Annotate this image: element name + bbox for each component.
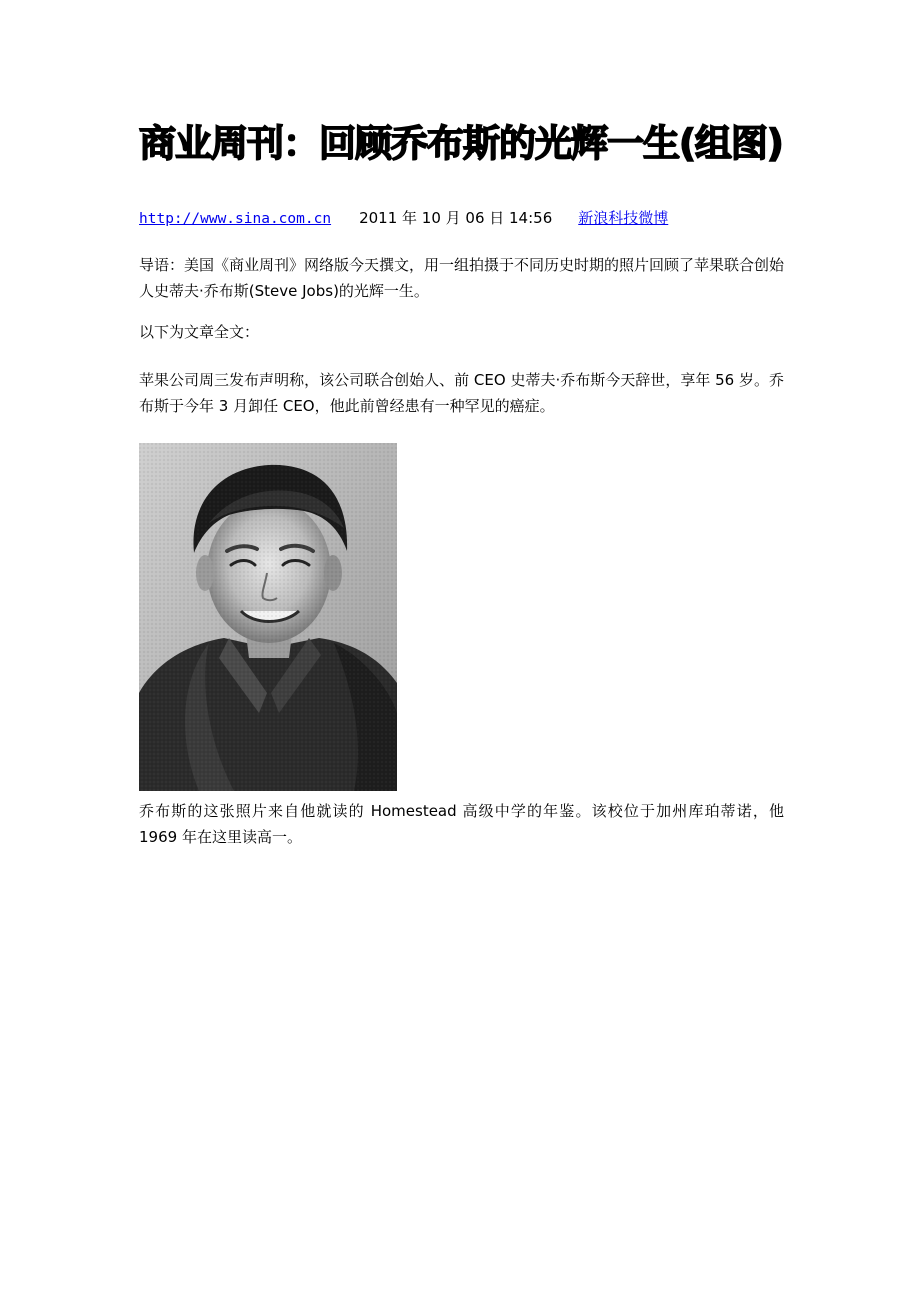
publish-date: 2011 年 10 月 06 日 14:56 (359, 209, 553, 227)
photo-caption: 乔布斯的这张照片来自他就读的 Homestead 高级中学的年鉴。该校位于加州库珀蒂诺，他 1969 年在这里读高一。 (139, 802, 784, 846)
article-meta (139, 206, 668, 230)
article-title: 商业周刊：回顾乔布斯的光辉一生(组图) (139, 122, 783, 165)
intro-paragraph: 以下为文章全文： (139, 323, 260, 341)
source-url-link[interactable]: http://www.sina.com.cn (139, 211, 332, 227)
source-name-link[interactable]: 新浪科技微博 (578, 209, 669, 227)
body-paragraph: 苹果公司周三发布声明称，该公司联合创始人、前 CEO 史蒂夫·乔布斯今天辞世，享年 56 岁。乔布斯于今年 3 月卸任 CEO，他此前曾经患有一种罕见的癌症。 (139, 371, 784, 415)
yearbook-photo (139, 443, 397, 791)
lead-paragraph: 导语：美国《商业周刊》网络版今天撰文，用一组拍摄于不同历史时期的照片回顾了苹果联合创始人史蒂夫·乔布斯(Steve Jobs)的光辉一生。 (139, 256, 785, 300)
